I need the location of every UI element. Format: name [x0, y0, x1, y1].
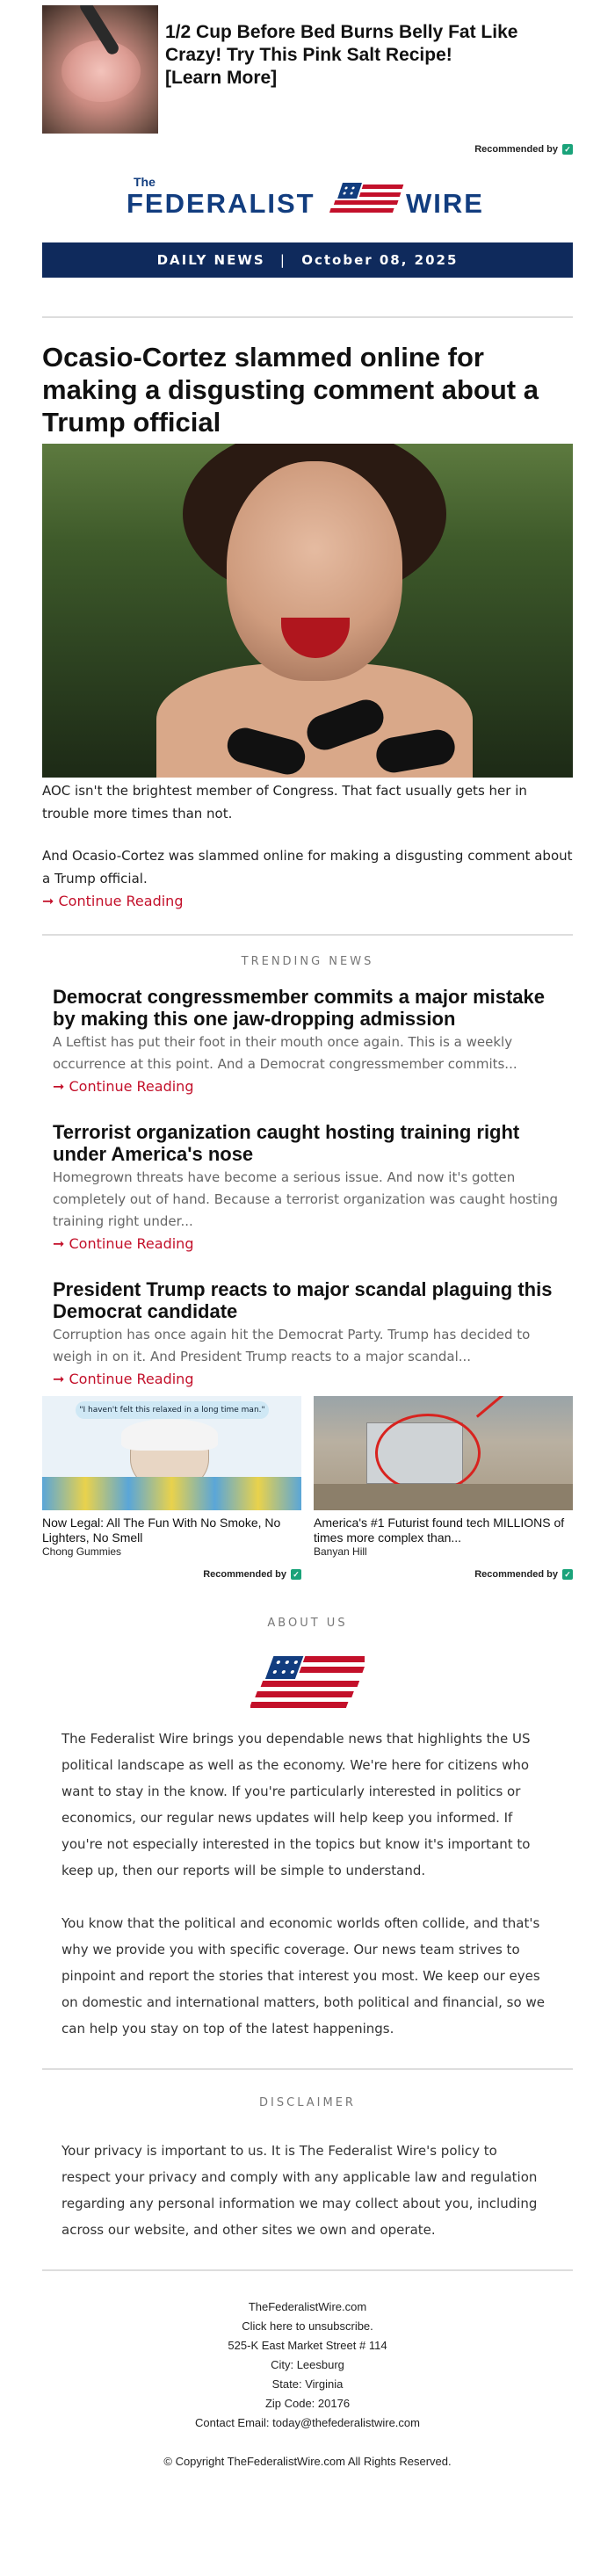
ad-title[interactable]: Now Legal: All The Fun With No Smoke, No Lighters, No Smell	[42, 1516, 281, 1545]
ad-image[interactable]	[42, 1396, 301, 1510]
divider	[42, 934, 573, 936]
ad-headline[interactable]: 1/2 Cup Before Bed Burns Belly Fat Like Crazy! Try This Pink Salt Recipe!	[165, 22, 518, 65]
recommended-by[interactable]	[314, 1569, 573, 1580]
site-logo[interactable]	[42, 170, 573, 225]
recommend-logo-icon: ✓	[562, 144, 573, 155]
recommended-by[interactable]	[42, 144, 573, 155]
recommend-logo-icon: ✓	[562, 1569, 573, 1580]
flag-icon	[42, 1642, 573, 1717]
ad-learn-more-link[interactable]: [Learn More]	[165, 68, 278, 88]
recommended-by[interactable]	[42, 1569, 301, 1580]
about-paragraph: The Federalist Wire brings you dependable news that highlights the US political landscape as well as the economy. We're here for citizens who want to stay in the know. If you're particularly interested in politics or economics, our regular news updates will help keep you informed. If you're not especially interested in the topics but know it's important to keep up, then our reports will be simple to understand.	[62, 1731, 531, 1879]
trending-item	[53, 1278, 571, 1391]
logo-federalist: FEDERALIST	[127, 188, 315, 220]
trending-news-heading: TRENDING NEWS	[241, 955, 374, 969]
continue-reading-link[interactable]: ➞ Continue Reading	[53, 1235, 194, 1253]
divider	[42, 2068, 573, 2070]
trending-title[interactable]: President Trump reacts to major scandal plaguing this Democrat candidate	[53, 1278, 553, 1323]
footer-street: 525-K East Market Street # 114	[228, 2339, 387, 2353]
trending-excerpt: Corruption has once again hit the Democrat Party. Trump has decided to weigh in on it. And President Trump reacts to a major scandal...	[53, 1327, 531, 1365]
footer-city: City: Leesburg	[271, 2358, 344, 2372]
footer-state: State: Virginia	[271, 2377, 344, 2391]
trending-title[interactable]: Democrat congressmember commits a major mistake by making this one jaw-dropping admission	[53, 986, 546, 1031]
recommend-logo-icon: ✓	[291, 1569, 301, 1580]
main-article-title[interactable]: Ocasio-Cortez slammed online for making a disgusting comment about a Trump official	[42, 342, 539, 438]
recommended-by-label: Recommended by	[474, 1569, 558, 1581]
main-article-paragraph: AOC isn't the brightest member of Congress. That fact usually gets her in trouble more times than not.	[42, 783, 527, 822]
ad-title[interactable]: America's #1 Futurist found tech MILLIONS of times more complex than...	[314, 1516, 565, 1545]
federalist-wire-logo	[123, 170, 492, 225]
recommended-by-label: Recommended by	[474, 144, 558, 155]
date-separator: |	[279, 252, 286, 269]
logo-the: The	[134, 175, 156, 190]
footer-copyright: © Copyright TheFederalistWire.com All Rights Reserved.	[163, 2455, 452, 2469]
footer-contact-email[interactable]: Contact Email: today@thefederalistwire.com	[195, 2416, 420, 2430]
trending-title[interactable]: Terrorist organization caught hosting training right under America's nose	[53, 1121, 520, 1166]
main-article-paragraph: And Ocasio-Cortez was slammed online for making a disgusting comment about a Trump official.	[42, 848, 573, 887]
top-ad[interactable]	[42, 5, 573, 139]
about-us-heading: ABOUT US	[267, 1617, 348, 1631]
trending-excerpt: Homegrown threats have become a serious issue. And now it's gotten completely out of hand. Because a terrorist organization was caught hosting training right under...	[53, 1169, 559, 1230]
about-paragraph: You know that the political and economic worlds often collide, and that's why we provide you with specific coverage. Our news team strives to pinpoint and report the stories that interest you most. We keep our eyes on domestic and international matters, both political and financial, so we can help you stay on top of the latest happenings.	[62, 1915, 545, 2037]
flag-icon	[329, 183, 404, 213]
ad-thumbnail[interactable]	[42, 5, 158, 134]
trending-item	[53, 986, 571, 1098]
logo-wire: WIRE	[406, 188, 484, 220]
disclaimer-text: Your privacy is important to us. It is The Federalist Wire's policy to respect your privacy and comply with any applicable law and regulation regarding any personal information we may collect about you, including across our website, and other sites we own and operate.	[62, 2143, 538, 2239]
ad-image[interactable]	[314, 1396, 573, 1510]
issue-date: October 08, 2025	[301, 252, 459, 269]
ad-source: Banyan Hill	[314, 1545, 367, 1559]
trending-item	[53, 1121, 571, 1255]
trending-excerpt: A Leftist has put their foot in their mouth once again. This is a weekly occurrence at this point. And a Democrat congressmember commits...	[53, 1034, 517, 1073]
disclaimer-heading: DISCLAIMER	[259, 2096, 356, 2110]
ad-source: Chong Gummies	[42, 1545, 122, 1559]
divider	[42, 316, 573, 318]
footer	[42, 2297, 573, 2471]
footer-zip: Zip Code: 20176	[264, 2397, 351, 2411]
divider	[42, 2269, 573, 2271]
daily-news-label: DAILY NEWS	[156, 252, 265, 269]
recommended-by-label: Recommended by	[203, 1569, 286, 1581]
main-article-image[interactable]	[42, 444, 573, 778]
footer-site-link[interactable]: TheFederalistWire.com	[248, 2300, 367, 2314]
continue-reading-link[interactable]: ➞ Continue Reading	[53, 1078, 194, 1096]
continue-reading-link[interactable]: ➞ Continue Reading	[42, 893, 184, 910]
continue-reading-link[interactable]: ➞ Continue Reading	[53, 1371, 194, 1388]
sponsored-ad[interactable]	[42, 1396, 301, 1580]
sponsored-ad[interactable]	[314, 1396, 573, 1580]
sponsored-ads-row	[42, 1396, 573, 1580]
date-bar	[42, 242, 573, 278]
unsubscribe-link[interactable]: Click here to unsubscribe.	[242, 2319, 373, 2334]
ad-speech-bubble: "I haven't felt this relaxed in a long time man."	[76, 1401, 269, 1419]
